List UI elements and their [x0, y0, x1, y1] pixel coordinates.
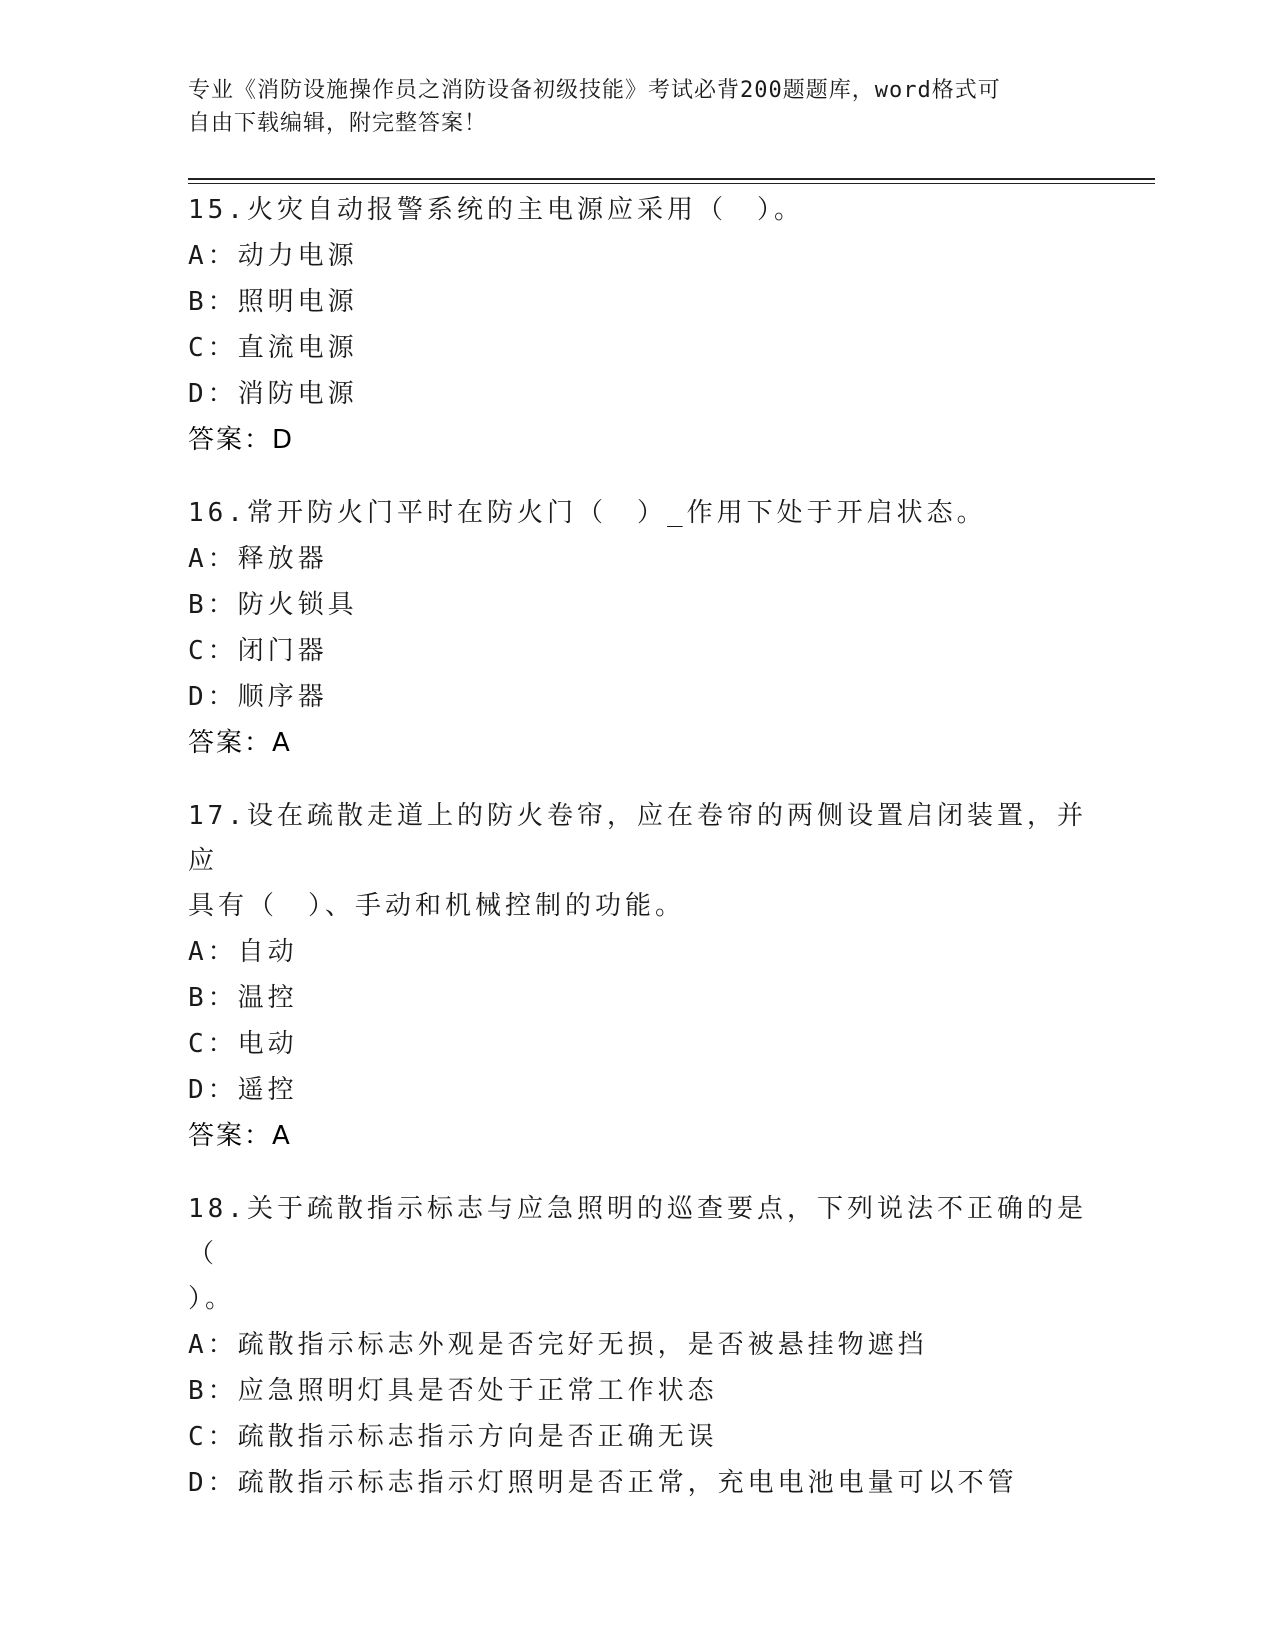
option-c: C：疏散指示标志指示方向是否正确无误 — [188, 1422, 718, 1452]
question-15 — [188, 188, 1088, 463]
option-a: A：疏散指示标志外观是否完好无损，是否被悬挂物遮挡 — [188, 1330, 928, 1360]
option-c: C：电动 — [188, 1029, 298, 1059]
option-b: B：防火锁具 — [188, 590, 358, 620]
question-17 — [188, 794, 1088, 1159]
document-header — [188, 74, 1088, 140]
question-list — [188, 188, 1088, 1534]
answer-line: 答案：D — [188, 425, 295, 455]
header-line-2: 自由下载编辑，附完整答案！ — [188, 111, 488, 136]
option-a: A：动力电源 — [188, 241, 358, 271]
answer-line: 答案：A — [188, 728, 292, 758]
option-c: C：直流电源 — [188, 333, 358, 363]
option-a: A：释放器 — [188, 544, 328, 574]
question-text-line-1: 17.设在疏散走道上的防火卷帘，应在卷帘的两侧设置启闭装置，并应 — [188, 801, 1087, 876]
option-d: D：疏散指示标志指示灯照明是否正常，充电电池电量可以不管 — [188, 1468, 1018, 1498]
option-d: D：消防电源 — [188, 379, 358, 409]
option-b: B：应急照明灯具是否处于正常工作状态 — [188, 1376, 718, 1406]
header-divider-thick — [188, 178, 1155, 180]
option-c: C：闭门器 — [188, 636, 328, 666]
option-a: A：自动 — [188, 937, 298, 967]
question-text-line-2: ）。 — [188, 1284, 236, 1314]
question-text: 16.常开防火门平时在防火门（ ）_作用下处于开启状态。 — [188, 498, 987, 528]
question-18 — [188, 1187, 1088, 1506]
header-divider-thin — [188, 183, 1155, 184]
option-b: B：温控 — [188, 983, 298, 1013]
question-16 — [188, 491, 1088, 766]
header-line-1: 专业《消防设施操作员之消防设备初级技能》考试必背200题题库，word格式可 — [188, 78, 1001, 103]
question-text-line-2: 具有（ ）、手动和机械控制的功能。 — [188, 891, 686, 921]
question-text: 15.火灾自动报警系统的主电源应采用（ ）。 — [188, 195, 804, 225]
option-b: B：照明电源 — [188, 287, 358, 317]
question-text-line-1: 18.关于疏散指示标志与应急照明的巡查要点，下列说法不正确的是（ — [188, 1194, 1087, 1269]
option-d: D：顺序器 — [188, 682, 328, 712]
option-d: D：遥控 — [188, 1075, 298, 1105]
answer-line: 答案：A — [188, 1121, 292, 1151]
